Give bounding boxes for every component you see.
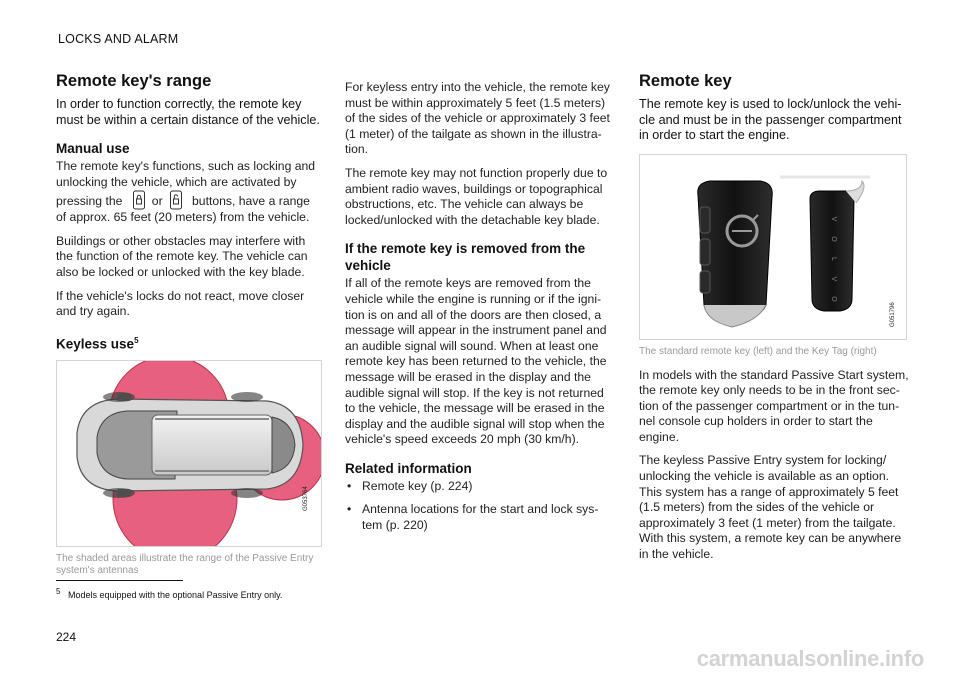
page-number: 224 — [56, 630, 77, 644]
passive-start-paragraph: In models with the standard Passive Start system, the remote key only needs to be in the front sec- tion of the passenger compartment or in the tun- nel console cup holders in order to start the engine. — [639, 367, 909, 444]
heading-related-information: Related information — [345, 460, 472, 476]
manual-paragraph-1 — [56, 159, 322, 226]
key-tag — [810, 191, 854, 311]
svg-text:O: O — [830, 295, 837, 302]
figure-caption-key: The standard remote key (left) and the Key Tag (right) — [639, 345, 877, 357]
running-header: LOCKS AND ALARM — [58, 32, 179, 46]
range-lead: In order to function correctly, the remote key must be within a certain distance of the vehicle. — [56, 97, 320, 127]
key-metal-strip — [704, 305, 766, 327]
key-removed-paragraph: If all of the remote keys are removed from the vehicle while the engine is running or if the igni- tion is on and all of the doors are then closed, a message will appear in the instrument panel and an audible signal will sound. When at least one remote key has been returned to the vehicle, the message will be erased in the display and the audible signal will stop. If the key is not returned to the vehicle, the message will be erased in the display and the audible signal will stop when the vehicle's speed exceeds 20 mph (30 km/h). — [345, 276, 607, 447]
remote-key-figure — [639, 154, 907, 340]
footnote: $^5$ Models equipped with the optional Passive Entry only. — [56, 587, 283, 600]
heading-keyless-use: Keyless use$^5$ — [56, 335, 139, 352]
manual-p1-end: buttons, have a range of approx. 65 feet (20 meters) from the vehicle. — [56, 194, 310, 225]
watermark: carmanualsonline.info — [696, 646, 924, 671]
svg-text:L: L — [830, 256, 837, 261]
related-link-antenna-locations[interactable]: • Antenna locations for the start and lock sys- tem (p. 220) — [345, 502, 611, 533]
figure-code-key: G051796 — [890, 301, 896, 327]
keyless-range-figure — [56, 360, 322, 547]
manual-p1-or: or — [151, 194, 163, 209]
related-links-list — [345, 479, 611, 534]
figure-code: G053764 — [303, 486, 309, 512]
figure-caption-range: The shaded areas illustrate the range of the Passive Entry system's antennas — [56, 553, 314, 577]
lock-button-icon — [132, 190, 146, 210]
keyless-paragraph-1: For keyless entry into the vehicle, the remote key must be within approximately 5 feet (1.5 meters) of the sides of the vehicle or approximately 3 feet (1 meter) of the tailgate as shown in the illustra- tion. — [345, 80, 610, 157]
car-roof — [152, 415, 272, 475]
svg-text:V: V — [830, 276, 837, 281]
section-title-range: Remote key's range — [56, 72, 212, 90]
remote-key-lead: The remote key is used to lock/unlock the vehi- cle and must be in the passenger compartment in order to start the engine. — [639, 97, 902, 142]
key-side-button-1 — [700, 207, 710, 233]
svg-text:V: V — [830, 216, 837, 221]
footnote-ref: 5 — [134, 335, 139, 345]
manual-paragraph-3: If the vehicle's locks do not react, move closer and try again. — [56, 288, 305, 319]
manual-paragraph-2: Buildings or other obstacles may interfere with the function of the remote key. The vehicle can also be locked or unlocked with the key blade. — [56, 233, 308, 279]
column-middle — [345, 80, 611, 542]
heading-key-removed: If the remote key is removed from the vehicle — [345, 241, 586, 274]
manual-p1-start: The remote key's functions, such as locking and unlocking the vehicle, which are activated by pressing the — [56, 159, 316, 209]
section-title-remote-key: Remote key — [639, 72, 732, 90]
key-side-button-2 — [700, 239, 710, 265]
keyless-paragraph-2: The remote key may not function properly due to ambient radio waves, buildings or topographical obstructions, etc. The vehicle can always be locked/unlocked with the detachable key blade. — [345, 165, 608, 227]
remote-key-illustration — [640, 155, 906, 339]
column-left — [56, 72, 322, 587]
heading-manual-use: Manual use — [56, 141, 130, 156]
column-right — [639, 72, 909, 571]
unlock-button-icon — [169, 190, 183, 210]
key-side-button-3 — [700, 271, 710, 293]
footnote-divider — [56, 580, 183, 581]
svg-text:O: O — [830, 235, 837, 242]
passive-entry-paragraph: The keyless Passive Entry system for locking/ unlocking the vehicle is available as an option. This system has a range of approximately 5 feet (1.5 meters) from the sides of the vehicle or approximately 3 feet (1 meter) from the tailgate. With this system, a remote key can be anywhere in the vehicle. — [639, 453, 902, 562]
related-link-remote-key[interactable]: • Remote key (p. 224) — [345, 479, 611, 495]
car-antenna-illustration — [57, 361, 321, 546]
